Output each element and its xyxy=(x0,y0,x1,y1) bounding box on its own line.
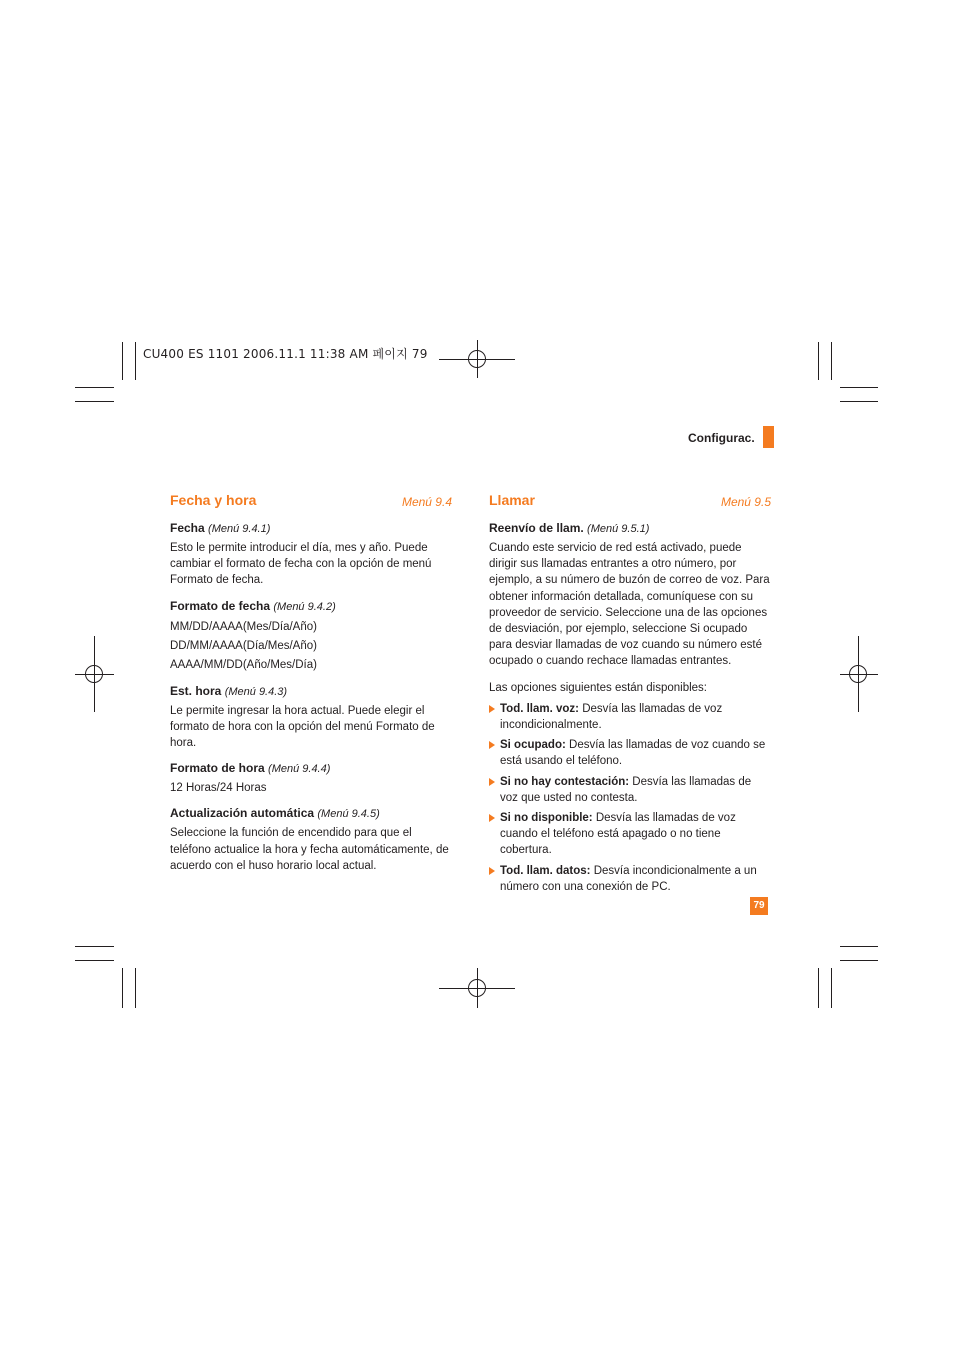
list-item: Si ocupado: Desvía las llamadas de voz cuando se está usando el teléfono. xyxy=(489,737,771,769)
list-item: Tod. llam. voz: Desvía las llamadas de voz incondicionalmente. xyxy=(489,701,771,733)
option-item: DD/MM/AAAA(Día/Mes/Año) xyxy=(170,639,317,652)
section-header xyxy=(489,491,771,511)
section-tab-label: Configurac. xyxy=(688,431,755,445)
subheading: Formato de fecha (Menú 9.4.2) xyxy=(170,598,336,613)
section-title: Llamar xyxy=(489,492,535,508)
list-item: Si no disponible: Desvía las llamadas de voz cuando el teléfono está apagado o no tiene cobertura. xyxy=(489,810,771,859)
paragraph: Seleccione la función de encendido para que el teléfono actualice la hora y fecha automáticamente, de acuerdo con el huso horario local actual. xyxy=(170,827,449,872)
arrow-bullet-icon xyxy=(489,778,495,786)
subheading: Reenvío de llam. (Menú 9.5.1) xyxy=(489,521,650,535)
left-column xyxy=(170,491,452,884)
section-title: Fecha y hora xyxy=(170,492,257,508)
section-header xyxy=(170,491,452,511)
subheading: Fecha (Menú 9.4.1) xyxy=(170,521,271,535)
paragraph: Esto le permite introducir el día, mes y año. Puede cambiar el formato de fecha con la opción de menú Formato de fecha. xyxy=(170,542,432,587)
paragraph: Cuando este servicio de red está activado, puede dirigir sus llamadas entrantes a otro número, por ejemplo, a su número de buzón de correo de voz. Para obtener información detallada, comuníquese con su proveedor de servicio. Seleccione una de las opciones de desviación, por ejemplo, seleccione Si ocupado para desviar llamadas de voz cuando su número esté ocupado o cuando rechace llamadas entrantes. xyxy=(489,542,770,668)
option-item: AAAA/MM/DD(Año/Mes/Día) xyxy=(170,658,317,671)
option-bullets xyxy=(489,701,771,895)
paragraph: Le permite ingresar la hora actual. Puede elegir el formato de hora con la opción del menú Formato de hora. xyxy=(170,704,435,750)
subheading: Formato de hora (Menú 9.4.4) xyxy=(170,761,331,776)
list-item: Si no hay contestación: Desvía las llamadas de voz que usted no contesta. xyxy=(489,774,771,806)
paragraph: Las opciones siguientes están disponibles: xyxy=(489,681,708,694)
option-list xyxy=(170,618,452,675)
menu-reference: Menú 9.4 xyxy=(401,495,452,509)
arrow-bullet-icon xyxy=(489,814,495,822)
page-number: 79 xyxy=(750,897,768,915)
menu-reference: Menú 9.5 xyxy=(720,495,771,509)
section-tab-marker xyxy=(763,426,774,448)
arrow-bullet-icon xyxy=(489,705,495,713)
subheading: Actualización automática (Menú 9.4.5) xyxy=(170,806,380,821)
arrow-bullet-icon xyxy=(489,741,495,749)
subheading: Est. hora (Menú 9.4.3) xyxy=(170,683,288,698)
right-column xyxy=(489,491,771,899)
paragraph: 12 Horas/24 Horas xyxy=(170,782,267,795)
print-slug: CU400 ES 1101 2006.11.1 11:38 AM 페이지 79 xyxy=(143,347,428,361)
list-item: Tod. llam. datos: Desvía incondicionalmente a un número con una conexión de PC. xyxy=(489,863,771,895)
arrow-bullet-icon xyxy=(489,867,495,875)
option-item: MM/DD/AAAA(Mes/Día/Año) xyxy=(170,620,317,633)
